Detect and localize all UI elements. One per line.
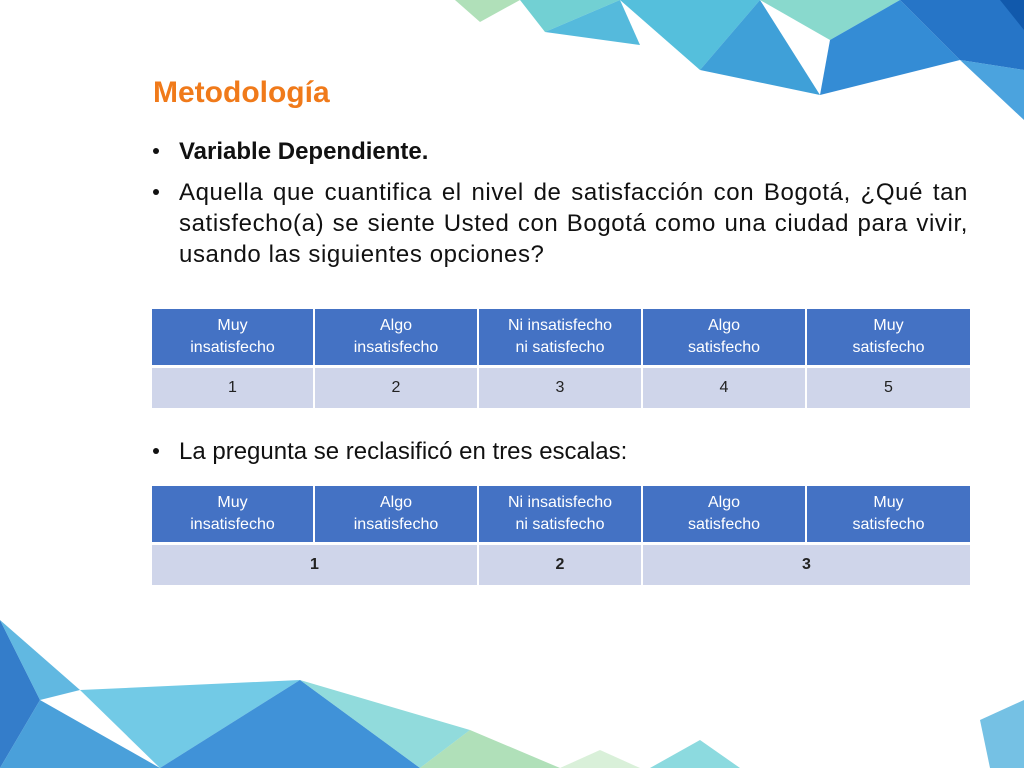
table-cell: 3 [642, 544, 970, 586]
bullet-text: Aquella que cuantifica el nivel de satisfacción con Bogotá, ¿Qué tan satisfecho(a) se siente Usted con Bogotá como una ciudad para vivir, usando las siguientes opciones? [179, 179, 968, 268]
deco-shape [960, 60, 1024, 120]
bullet-dot [153, 189, 159, 195]
header-algo-insatisfecho: Algo insatisfecho [314, 486, 478, 544]
table-cell: 2 [314, 367, 478, 409]
bullet-description [153, 177, 968, 270]
header-muy-insatisfecho: Muy insatisfecho [152, 486, 314, 544]
header-muy-insatisfecho: Muy insatisfecho [152, 309, 314, 367]
bullet-variable-dependiente [153, 136, 968, 167]
bullet-dot [153, 448, 159, 454]
bullet-text: La pregunta se reclasificó en tres escalas: [179, 438, 628, 465]
header-neutral: Ni insatisfecho ni satisfecho [478, 486, 642, 544]
deco-shape [650, 740, 740, 768]
header-algo-satisfecho: Algo satisfecho [642, 486, 806, 544]
deco-shape [560, 750, 640, 768]
table-cell: 2 [478, 544, 642, 586]
bullet-list [153, 136, 968, 270]
deco-shape [455, 0, 520, 22]
table-cell: 4 [642, 367, 806, 409]
deco-shape [980, 700, 1024, 768]
bullet-reclassification [153, 436, 968, 467]
table-header-row [152, 486, 970, 544]
header-muy-satisfecho: Muy satisfecho [806, 309, 970, 367]
table-cell: 3 [478, 367, 642, 409]
table-header-row [152, 309, 970, 367]
table-cell: 1 [152, 367, 314, 409]
bullet-text: Variable Dependiente. [179, 138, 429, 165]
table-row [152, 367, 970, 409]
header-muy-satisfecho: Muy satisfecho [806, 486, 970, 544]
table-cell: 5 [806, 367, 970, 409]
header-neutral: Ni insatisfecho ni satisfecho [478, 309, 642, 367]
table-row [152, 544, 970, 586]
slide-title: Metodología [153, 76, 330, 109]
table-cell: 1 [152, 544, 478, 586]
bullet-dot [153, 148, 159, 154]
header-algo-insatisfecho: Algo insatisfecho [314, 309, 478, 367]
header-algo-satisfecho: Algo satisfecho [642, 309, 806, 367]
scale-table-three-levels [152, 486, 970, 585]
scale-table-five-levels [152, 309, 970, 408]
